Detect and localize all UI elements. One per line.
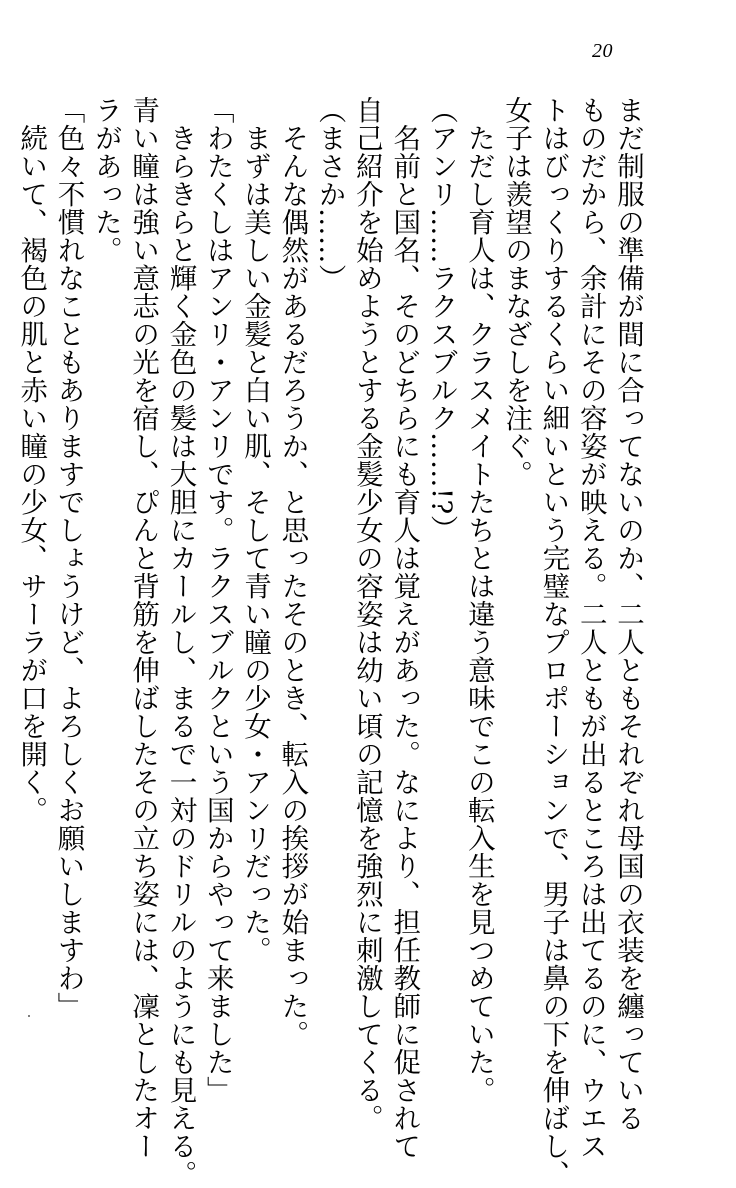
- text-line: トはびっくりするくらい細いという完璧なプロポーションで、男子は鼻の下を伸ばし、: [537, 96, 570, 1188]
- text-line: まだ制服の準備が間に合ってないのか、二人ともそれぞれ母国の衣装を纏っている: [612, 96, 644, 1132]
- text-line: ラがあった。: [89, 96, 122, 264]
- text-line: 自己紹介を始めようとする金髪少女の容姿は幼い頃の記憶を強烈に刺激してくる。: [350, 96, 383, 1132]
- text-line: 「わたくしはアンリ・アンリです。ラクスブルクという国からやって来ました」: [201, 96, 234, 1104]
- scan-speck: [28, 1015, 30, 1017]
- text-line: 女子は羨望のまなざしを注ぐ。: [500, 96, 533, 488]
- novel-body-text: [12, 96, 646, 1188]
- text-line: 「色々不慣れなこともありますでしょうけど、よろしくお願いしますわ」: [52, 96, 85, 1020]
- page-number: 20: [592, 40, 613, 62]
- text-line: ただし育人は、クラスメイトたちとは違う意味でこの転入生を見つめていた。: [462, 96, 495, 1104]
- text-line: 青い瞳は強い意志の光を宿し、ぴんと背筋を伸ばしたその立ち姿には、凜としたオー: [127, 96, 160, 1160]
- text-line: （アンリ……ラクスブルク……!?）: [425, 96, 458, 543]
- text-line: （まさか……）: [313, 96, 346, 292]
- text-line: きらきらと輝く金色の髪は大胆にカールし、まるで一対のドリルのようにも見える。: [164, 96, 197, 1188]
- text-line: ものだから、余計にその容姿が映える。二人ともが出るところは出てるのに、ウエス: [574, 96, 607, 1160]
- text-line: 名前と国名、そのどちらにも育人は覚えがあった。なにより、担任教師に促されて: [388, 96, 421, 1160]
- text-line: 続いて、褐色の肌と赤い瞳の少女、サーラが口を開く。: [15, 96, 48, 824]
- text-line: まずは美しい金髪と白い肌、そして青い瞳の少女・アンリだった。: [239, 96, 272, 964]
- text-line: そんな偶然があるだろうか、と思ったそのとき、転入の挨拶が始まった。: [276, 96, 309, 1048]
